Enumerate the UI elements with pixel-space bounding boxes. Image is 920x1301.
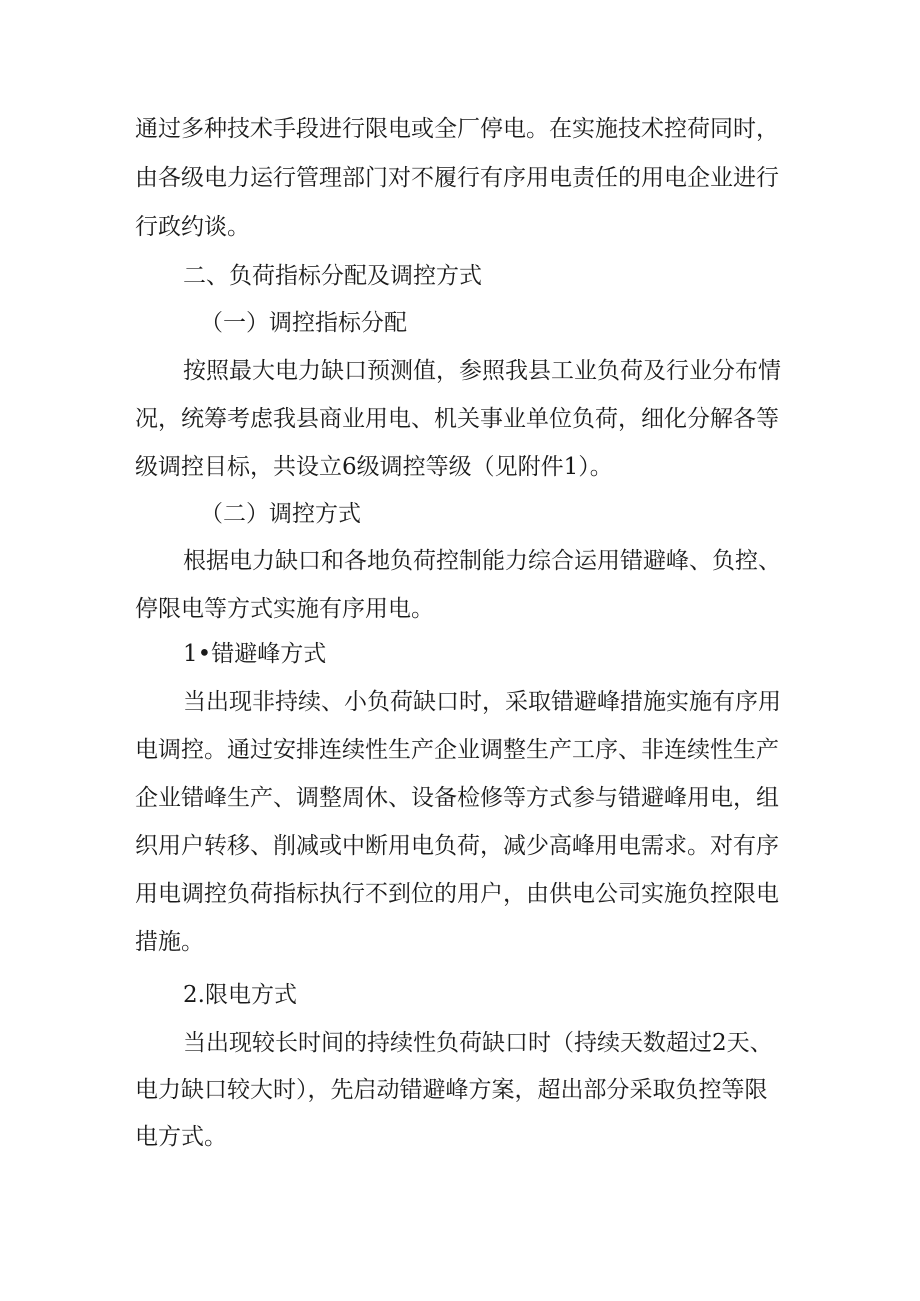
paragraph-item-2-line-2 bbox=[0, 1074, 920, 1106]
text-line: 当出现非持续、小负荷缺口时，采取错避峰措施实施有序用 bbox=[183, 689, 781, 715]
subheading-text: （一）调控指标分配 bbox=[200, 310, 407, 336]
item-2-heading bbox=[0, 979, 920, 1011]
paragraph-methods-line-1 bbox=[0, 545, 920, 577]
text-line: 措施。 bbox=[135, 929, 204, 955]
paragraph-item-2-line-1 bbox=[0, 1027, 920, 1059]
text-line: 况，统筹考虑我县商业用电、机关事业单位负荷，细化分解各等 bbox=[135, 406, 779, 432]
subheading-text: （二）调控方式 bbox=[200, 501, 361, 527]
text-line: 用电调控负荷指标执行不到位的用户，由供电公司实施负控限电 bbox=[135, 881, 779, 907]
paragraph-methods-line-2 bbox=[0, 593, 920, 625]
paragraph-item-2-line-3 bbox=[0, 1121, 920, 1153]
paragraph-item-1-line-3 bbox=[0, 782, 920, 814]
paragraph-continued-line-3 bbox=[0, 211, 920, 243]
text-line: 按照最大电力缺口预测值，参照我县工业负荷及行业分布情 bbox=[183, 358, 781, 384]
section-heading bbox=[0, 260, 920, 292]
subheading-methods bbox=[0, 498, 920, 530]
item-heading-text: 1•错避峰方式 bbox=[183, 641, 327, 667]
paragraph-item-1-line-1 bbox=[0, 686, 920, 718]
paragraph-allocation-line-3 bbox=[0, 451, 920, 483]
paragraph-item-1-line-2 bbox=[0, 734, 920, 766]
text-line: 电方式。 bbox=[135, 1124, 227, 1150]
text-line: 根据电力缺口和各地负荷控制能力综合运用错避峰、负控、 bbox=[183, 548, 781, 574]
text-line: 当出现较长时间的持续性负荷缺口时（持续天数超过2天、 bbox=[183, 1030, 773, 1056]
text-line: 行政约谈。 bbox=[135, 214, 250, 240]
text-line: 停限电等方式实施有序用电。 bbox=[135, 596, 434, 622]
paragraph-item-1-line-4 bbox=[0, 830, 920, 862]
item-heading-text: 2.限电方式 bbox=[183, 982, 297, 1008]
text-line: 织用户转移、削减或中断用电负荷，减少高峰用电需求。对有序 bbox=[135, 833, 779, 859]
paragraph-continued-line-1 bbox=[0, 113, 920, 145]
paragraph-allocation-line-1 bbox=[0, 355, 920, 387]
text-line: 通过多种技术手段进行限电或全厂停电。在实施技术控荷同时， bbox=[135, 116, 779, 142]
text-line: 由各级电力运行管理部门对不履行有序用电责任的用电企业进行 bbox=[135, 165, 779, 191]
paragraph-continued-line-2 bbox=[0, 162, 920, 194]
paragraph-item-1-line-5 bbox=[0, 878, 920, 910]
paragraph-allocation-line-2 bbox=[0, 403, 920, 435]
text-line: 级调控目标，共设立6级调控等级（见附件1）。 bbox=[135, 454, 613, 480]
subheading-allocation bbox=[0, 307, 920, 339]
section-heading-text: 二、负荷指标分配及调控方式 bbox=[183, 263, 482, 289]
item-1-heading bbox=[0, 638, 920, 670]
text-line: 电调控。通过安排连续性生产企业调整生产工序、非连续性生产 bbox=[135, 737, 779, 763]
text-line: 企业错峰生产、调整周休、设备检修等方式参与错避峰用电，组 bbox=[135, 785, 779, 811]
paragraph-item-1-line-6 bbox=[0, 926, 920, 958]
text-line: 电力缺口较大时），先启动错避峰方案，超出部分采取负控等限 bbox=[135, 1077, 768, 1103]
